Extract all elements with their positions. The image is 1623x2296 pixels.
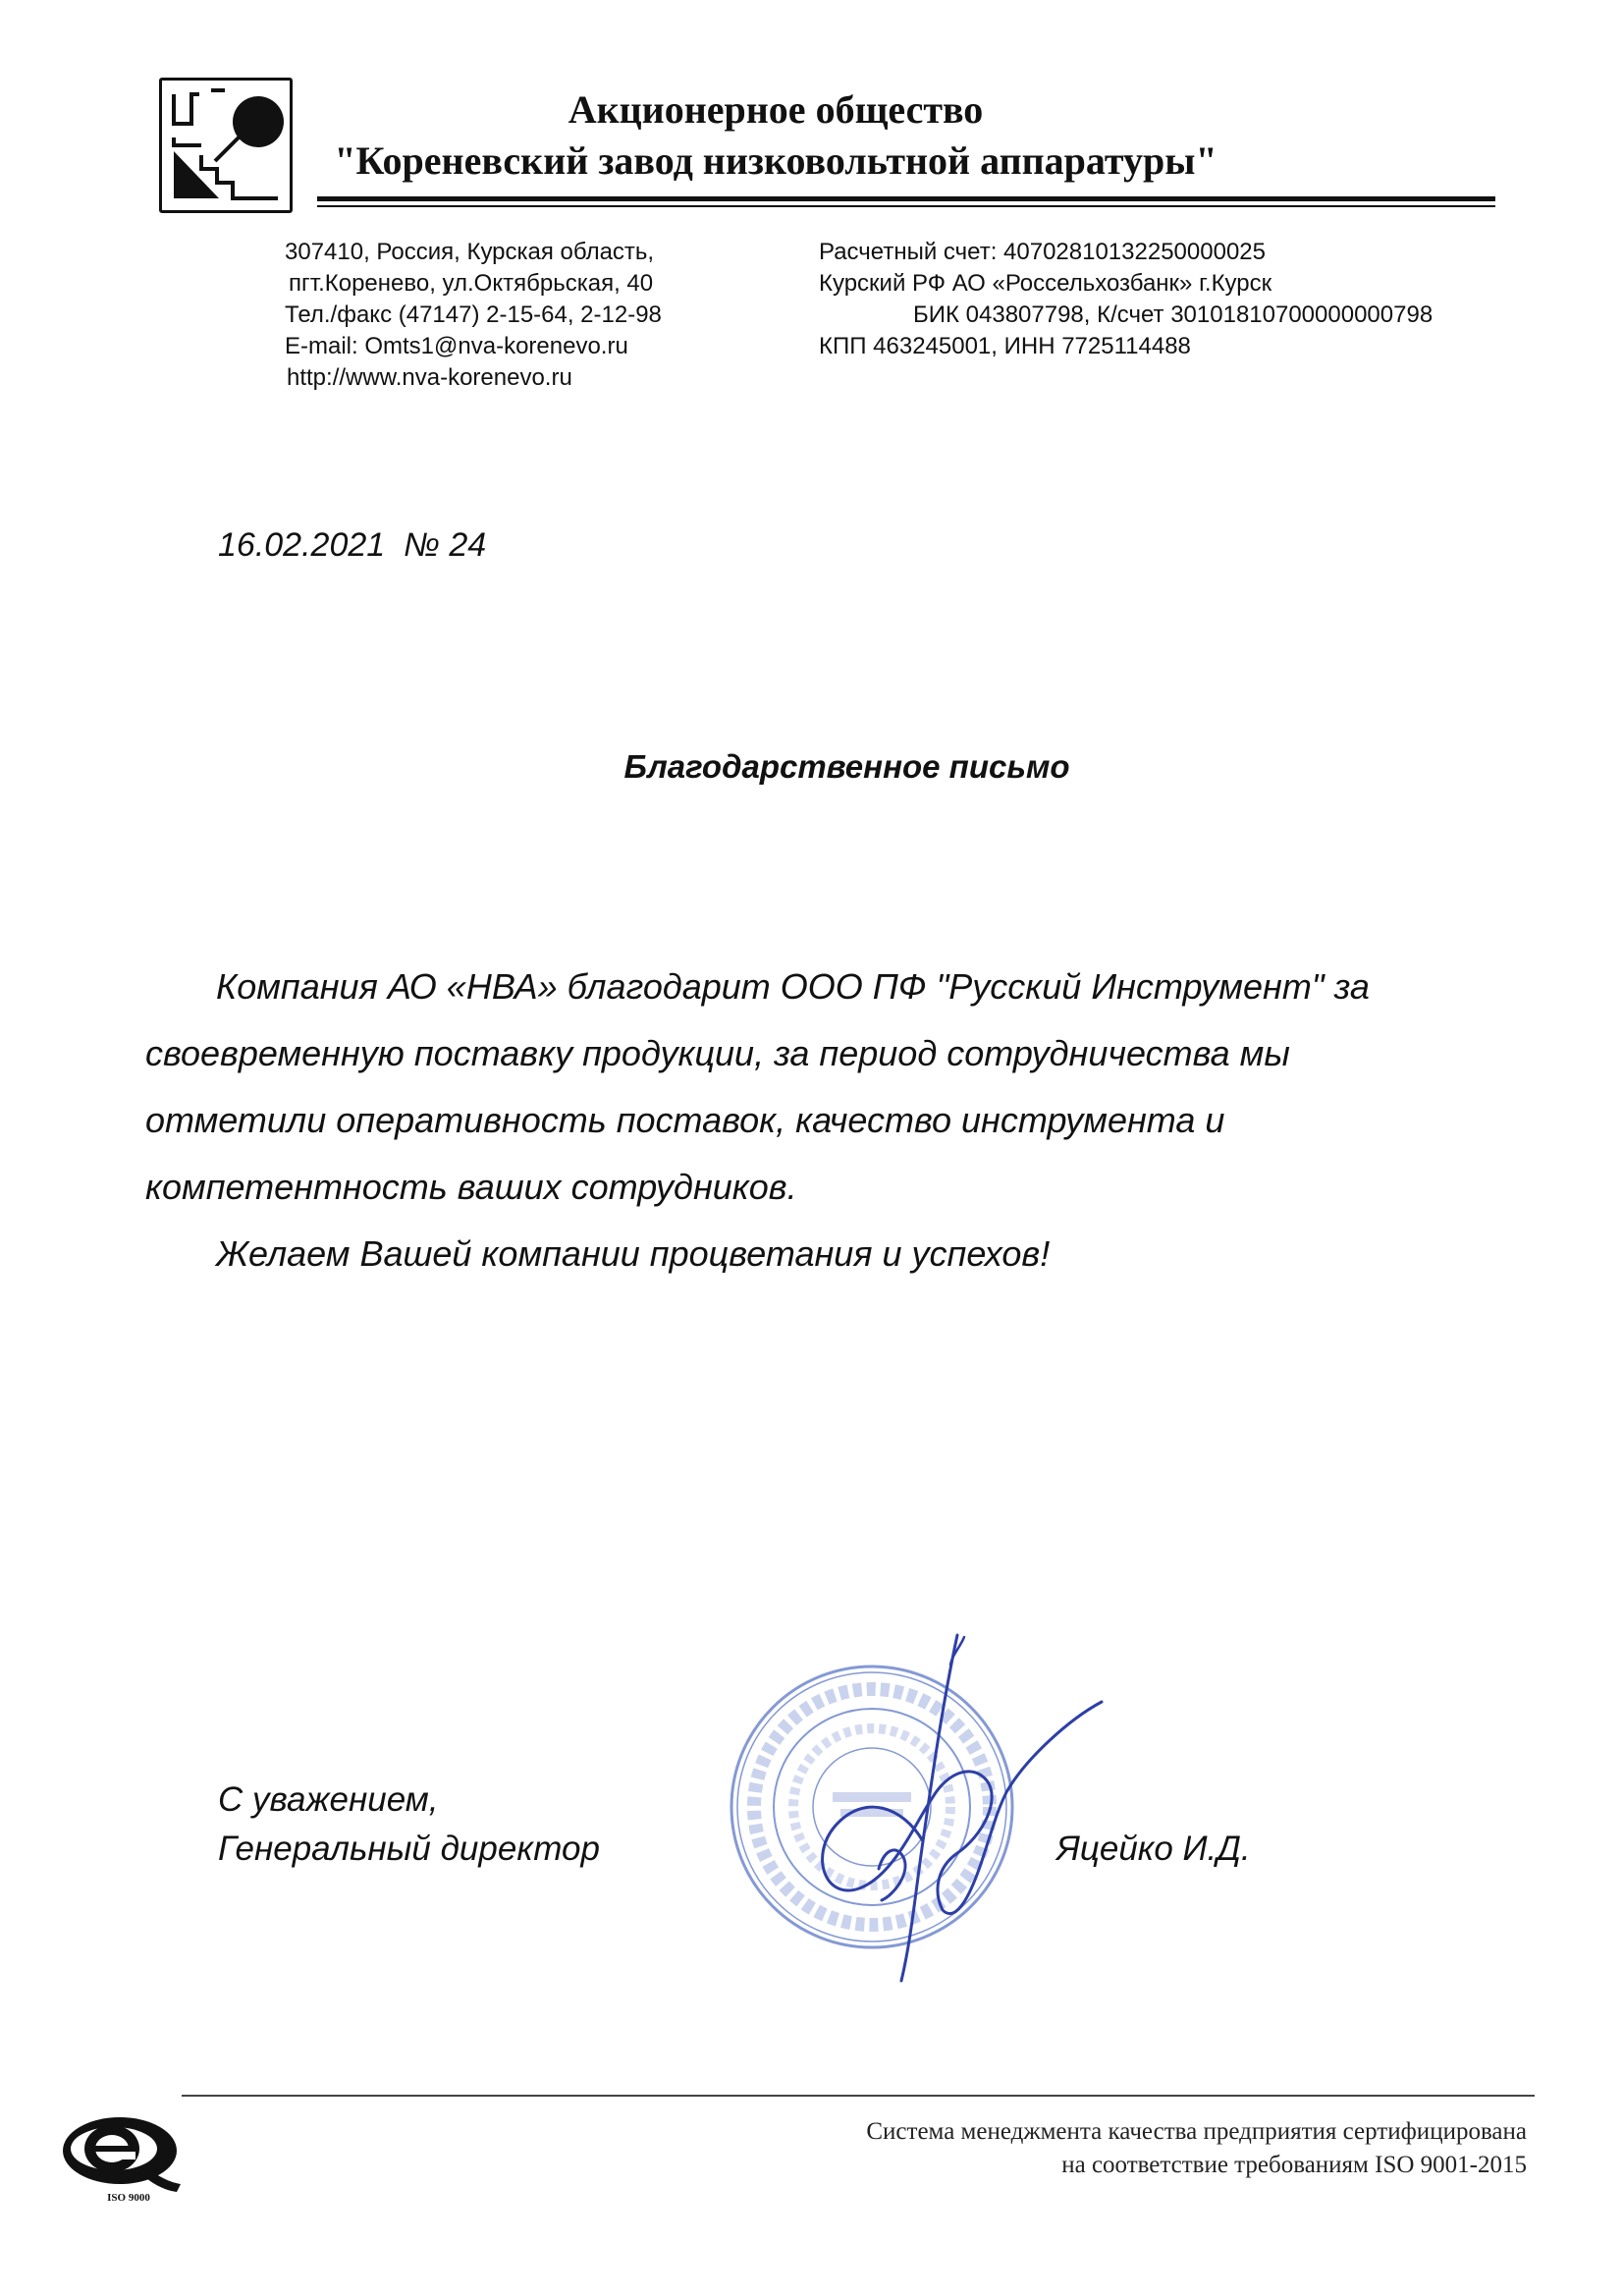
bank-line: Курский РФ АО «Россельхозбанк» г.Курск	[819, 270, 1272, 297]
bank-line: КПП 463245001, ИНН 7725114488	[819, 333, 1191, 359]
footer-line: Система менеджмента качества предприятия сертифицирована	[866, 2118, 1527, 2145]
paragraph-line: компетентность ваших сотрудников.	[145, 1167, 797, 1207]
phone-line: Тел./факс (47147) 2-15-64, 2-12-98	[285, 301, 662, 328]
iso-label: ISO 9000	[107, 2192, 150, 2204]
footer-certification-note	[866, 2115, 1527, 2182]
paragraph-line: своевременную поставку продукции, за период сотрудничества мы	[145, 1033, 1290, 1073]
website-line: http://www.nva-korenevo.ru	[287, 364, 572, 391]
paragraph-line: Компания АО «НВА» благодарит ООО ПФ "Русский Инструмент" за	[216, 966, 1370, 1007]
logo-mark	[162, 81, 290, 210]
company-logo	[159, 78, 293, 213]
director-signature	[785, 1625, 1109, 1998]
header-rule-thin	[317, 205, 1495, 207]
closing-regards: С уважением,	[218, 1780, 439, 1819]
address-line: пгт.Коренево, ул.Октябрьская, 40	[289, 270, 654, 297]
address-line: 307410, Россия, Курская область,	[285, 239, 655, 265]
address-block	[285, 237, 662, 394]
header-rule-thick	[317, 196, 1495, 201]
email-line: E-mail: Omts1@nva-korenevo.ru	[285, 333, 628, 359]
letter-title: Благодарственное письмо	[623, 748, 1070, 785]
paragraph-line: отметили оперативность поставок, качество инструмента и	[145, 1100, 1225, 1140]
wish-line: Желаем Вашей компании процветания и успехов!	[216, 1233, 1051, 1274]
bank-line: Расчетный счет: 40702810132250000025	[819, 239, 1266, 265]
bank-line: БИК 043807798, К/счет 30101810700000000798	[913, 301, 1434, 328]
iso-certification-logo	[55, 2104, 185, 2198]
closing-block	[218, 1776, 600, 1874]
bank-details-block	[819, 237, 1433, 362]
letter-date-number: 16.02.2021 № 24	[218, 526, 487, 564]
footer-rule	[182, 2095, 1535, 2097]
company-name-line1: Акционерное общество	[568, 87, 984, 132]
signer-position: Генеральный директор	[218, 1830, 600, 1868]
company-name-line2: "Кореневский завод низковольтной аппаратуры"	[334, 138, 1217, 183]
footer-line: на соответствие требованиям ISO 9001-2015	[1061, 2152, 1527, 2178]
signer-name: Яцейко И.Д.	[1056, 1830, 1251, 1868]
